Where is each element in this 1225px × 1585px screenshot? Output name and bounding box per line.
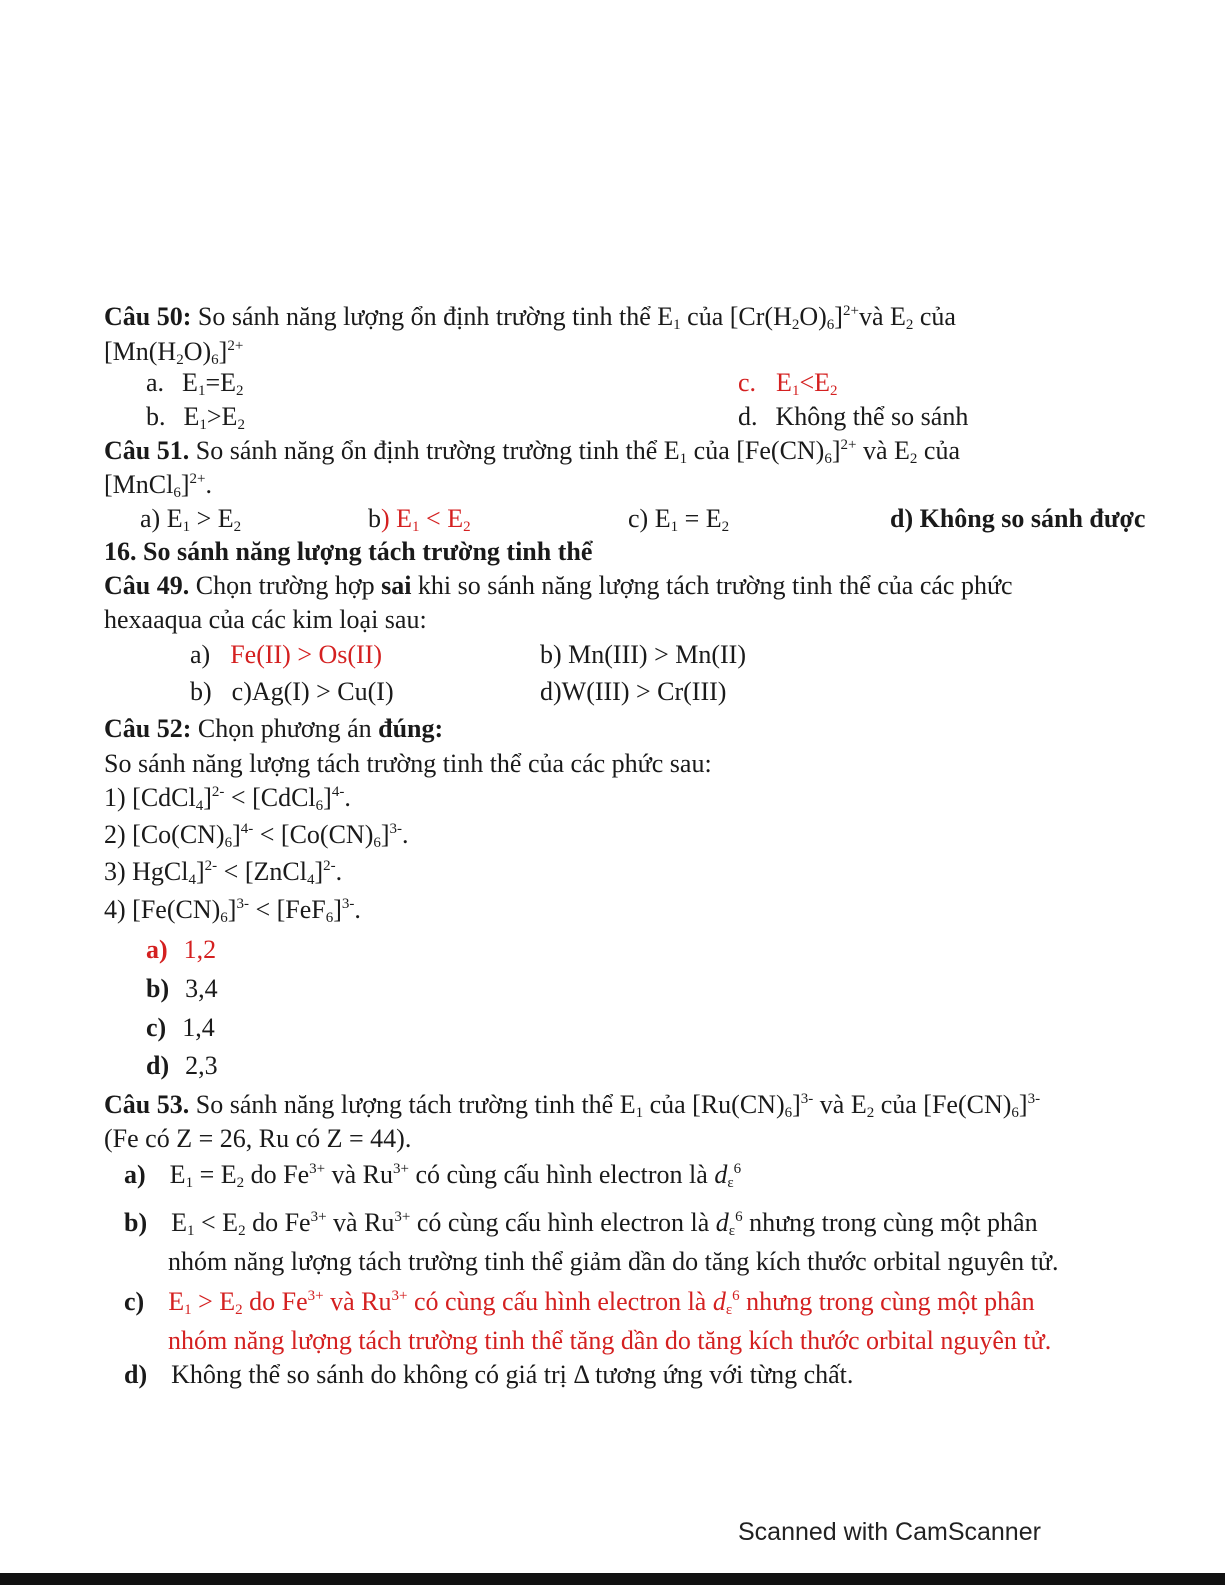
q52-answer-a: a) 1,2 bbox=[146, 935, 217, 964]
q52-answer-b: b) 3,4 bbox=[146, 974, 218, 1003]
q53-option-c-line2: nhóm năng lượng tách trường tinh thể tăng dần do tăng kích thước orbital nguyên tử. bbox=[168, 1326, 1052, 1355]
q49-option-d: d)W(III) > Cr(III) bbox=[540, 677, 727, 706]
q51-line1: Câu 51. So sánh năng ổn định trường trường tinh thể $E_1$ của $[Fe(CN)_6]^{2+}$ và $E_2$ của bbox=[104, 436, 961, 467]
q52-answer-d: d) 2,3 bbox=[146, 1051, 218, 1080]
q52-line1: Câu 52: Chọn phương án đúng: bbox=[104, 714, 444, 743]
q50-option-b: b. $E_1>E_2$ bbox=[146, 402, 245, 433]
q52-item-3: 3) HgCl$_4$]$^{2-}$ < [ZnCl$_4$]$^{2-}$. bbox=[104, 857, 343, 888]
bottom-edge-bar bbox=[0, 1573, 1225, 1585]
q53-line2: (Fe có Z = 26, Ru có Z = 44). bbox=[104, 1124, 412, 1153]
q49-line2: hexaaqua của các kim loại sau: bbox=[104, 605, 427, 634]
q49-line1: Câu 49. Chọn trường hợp sai khi so sánh năng lượng tách trường tinh thể của các phức bbox=[104, 571, 1013, 600]
section-16-heading: 16. So sánh năng lượng tách trường tinh thể bbox=[104, 537, 593, 566]
q49-option-a: a) Fe(II) > Os(II) bbox=[190, 640, 383, 669]
q52-item-2: 2) $[Co(CN)_6]^{4-} < [Co(CN)_6]^{3-}$. bbox=[104, 820, 409, 851]
q50-option-c: c. $E_1<E_2$ bbox=[738, 368, 838, 399]
q50-option-a: a. $E_1=E_2$ bbox=[146, 368, 244, 399]
q51-option-c: c) $E_1 = E_2$ bbox=[628, 504, 730, 535]
q52-answer-c: c) 1,4 bbox=[146, 1013, 215, 1042]
q51-option-a: a) $E_1 > E_2$ bbox=[140, 504, 242, 535]
q50-line1: Câu 50: So sánh năng lượng ổn định trường tinh thể $E_1$ của $[Cr(H_2O)_6]^{2+}và$ $E_2$ của bbox=[104, 302, 956, 333]
scanner-watermark: Scanned with CamScanner bbox=[738, 1518, 1041, 1546]
q49-option-b: b) Mn(III) > Mn(II) bbox=[540, 640, 746, 669]
q53-option-b: b) $E_1 < E_2$ do $Fe^{3+}$ và $Ru^{3+}$ có cùng cấu hình electron là $d_\varepsilon^6$ nhưng trong cùng một phân bbox=[124, 1208, 1038, 1239]
q52-item-1: 1) [CdCl$_4$]$^{2-}$ < [CdCl$_6$]$^{4-}$. bbox=[104, 783, 351, 814]
q51-option-b: b) $E_1 < E_2$ bbox=[368, 504, 471, 535]
q53-option-d: d) Không thể so sánh do không có giá trị Δ tương ứng với từng chất. bbox=[124, 1360, 854, 1389]
q53-line1: Câu 53. So sánh năng lượng tách trường tinh thể $E_1$ của $[Ru(CN)_6]^{3-}$ và $E_2$ của $[Fe(CN)_6]^{3-}$ bbox=[104, 1090, 1041, 1121]
q49-option-c: b) c)Ag(I) > Cu(I) bbox=[190, 677, 394, 706]
q52-line2: So sánh năng lượng tách trường tinh thể của các phức sau: bbox=[104, 749, 712, 778]
q50-line2: $[Mn(H_2O)_6]^{2+}$ bbox=[104, 337, 244, 368]
q51-option-d: d) Không so sánh được bbox=[890, 504, 1146, 533]
q50-option-d: d. Không thể so sánh bbox=[738, 402, 969, 431]
q53-option-a: a) $E_1 = E_2$ do $Fe^{3+}$ và $Ru^{3+}$ có cùng cấu hình electron là $d_\varepsilon^6$ bbox=[124, 1160, 742, 1191]
q53-option-c: c) $E_1 > E_2$ do $Fe^{3+}$ và $Ru^{3+}$ có cùng cấu hình electron là $d_\varepsilon^6$ nhưng trong cùng một phân bbox=[124, 1287, 1035, 1318]
q51-line2: [MnCl$_6$]$^{2+}$. bbox=[104, 470, 212, 501]
q53-option-b-line2: nhóm năng lượng tách trường tinh thể giảm dần do tăng kích thước orbital nguyên tử. bbox=[168, 1247, 1059, 1276]
q52-item-4: 4) $[Fe(CN)_6]^{3-} < [FeF_6]^{3-}$. bbox=[104, 895, 361, 926]
